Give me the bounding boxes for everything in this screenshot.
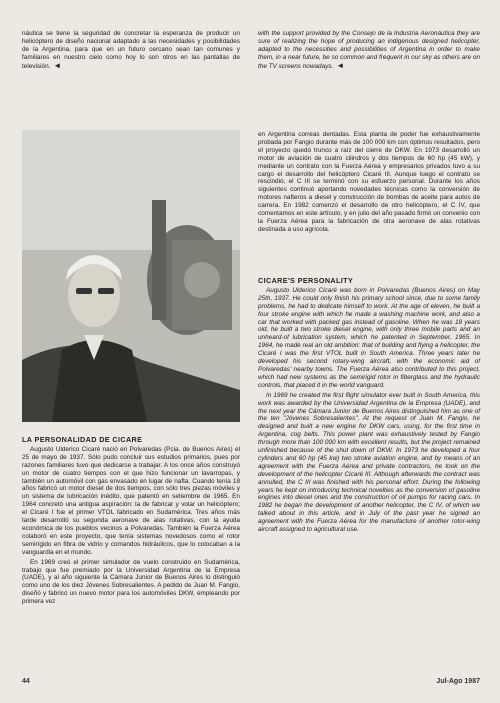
english-intro-column	[258, 30, 480, 73]
spanish-paragraph: En 1969 creó el primer simulador de vuelo construido en Sudamérica, trabajo que fue premiado por la Universidad Argentina de la Empresa (UADE), y al año siguiente la Cámara Junior de Buenos Aires lo distinguió como uno de los diez Jóvenes Sobresalientes. A pedido de Juan M. Fangio, diseñó y fabricó un nuevo motor para los automóviles DKW, empleando por primera vez	[22, 558, 240, 606]
page-number: 44	[22, 678, 30, 685]
english-intro-text: with the support provided by the Consejo de la Industria Aeronáutica they are sure of realizing the hope of producing an indigenous designed helicopter, adapted to the necessities and possibilities of Argentina in order to make them, in a near future, be so common and frequent in our sky as others are on the TV screens nowadays.	[258, 30, 480, 70]
spanish-paragraph: Augusto Ulderico Cicaré nació en Polvaredas (Pcia. de Buenos Aires) el 25 de mayo de 1937. Sólo pudo concluir sus estudios primarios, pues por razones familiares tuvo que dedicarse a trabajar. A los once años construyó un motor de cuatro tiempos con el que hizo funcionar un lavarropas, y también un automóvil con gas envasado en lugar de nafta. Cuando tenía 18 años fabricó un motor diesel de dos tiempos, con sólo tres piezas móviles y un sistema de lubricación inédito, que patentó en setiembre de 1965. En 1964 concretó una antigua aspiración: la de fabricar y volar un helicóptero; el Cicaré I fue el primer VTOL fabricado en Sudamérica. Tres años más tarde desarrolló su segunda aeronave de alas rotativas, con la ayuda económica de los pueblos vecinos a Polvaredas. También la Fuerza Aérea colaboró en este proyecto, que tenía sistemas novedosos como el rotor semirígido en fibra de vidrio y comandos hidráulicos, que lo colocaban a la vanguardia en el mundo.	[22, 445, 240, 556]
spanish-intro-text: náutica se tiene la seguridad de concretar la esperanza de producir un helicóptero de diseño nacional adaptado a las necesidades y posibilidades de la Argentina, para que en un futuro cercano sean tan comunes y familiares en nuestro cielo como hoy lo son otros en las pantallas de televisión.	[22, 30, 240, 70]
english-paragraph: Augusto Ulderico Cicaré was born in Polvaredas (Buenos Aires) on May 25th, 1937. He could only finish his primary school since, due to some family problems, he had to dedicate himself to work. At the age of eleven, he built a four stroke engine with which he made a washing machine work, and also a car that worked with packed gas instead of gasoline. When he was 18 years old, he built a two stroke diesel engine, with only three mobile parts and an unheard-of lubrication system, which he patented in September, 1965. In 1964, he made real an old ambition: that of building and flying a helicopter, the Cicaré I was the first VTOL built in South America. Three years later he developed his second rotary-wing aircraft, with the economic aid of Polvaredas' nearby towns. The Fuerza Aérea also contributed to this project, which had new systems as the semirigid rotor in fiberglass and the hydraulic controls, that placed it in the world vanguard.	[258, 286, 480, 389]
spanish-intro-column	[22, 30, 240, 73]
english-paragraph: In 1969 he created the first flight simulator ever built in South America, this work was awarded by the Universidad Argentina de la Empresa (UADE), and the next year the Cámara Junior de Buenos Aires distinguished him as one of the ten "Jóvenes Sobresalientes". At the request of Juan M. Fangio, he designed and built a new engine for DKW cars, using, for the first time in Argentina, cog belts. This power plant was exhaustively tested by Fangio through more than 100 000 km with excellent results, but the project remained unfinished because of the shut down of DKW. In 1973 he developed a four cylinders and 60 hp (45 kw) two stroke aviation engine, and by means of an agreement with the Fuerza Aérea and private contractors, he took on the development of the helicopter Cicaré III. Although afterwards the contract was annulled, the C III was finished with his personal effort. During the following years he kept on introducing technical novelties as the conversion of gasoline engines into diesel ones and the construction of oil pumps for racing cars. In 1982 he began the development of another helicopter, the C IV, of which we talked about in this article, and in July of the past year he signed an agreement with the Fuerza Aérea for the manufacture of another rotor-wing aircraft assigned to agricultural use.	[258, 391, 480, 534]
spanish-continuation-text: en Argentina correas dentadas. Esta planta de poder fue exhaustivamente probada por Fangio durante más de 100 000 km con óptimos resultados, pero el proyecto quedó trunco a raíz del cierre de DKW. En 1973 desarrolló un motor de aviación de cuatro cilindros y dos tiempos de 60 hp (45 kW), y mediante un contrato con la Fuerza Aérea y empresarios privados tuvo a su cargo el desarrollo del helicóptero Cicaré III. Aunque luego el contrato se rescindió, el C III se terminó con su esfuerzo personal. Durante los años siguientes continuó aportando novedades técnicas como la conversión de motores nafteros a diesel y construcción de bombas de aceite para autos de carrera. En 1982 comenzó el desarrollo de otro helicóptero, el C IV, que comentamos en este artículo, y en julio del año pasado firmó un convenio con la Fuerza Aérea para la fabricación de otra aeronave de alas rotativas destinada a uso agrícola.	[258, 131, 480, 233]
spanish-section-heading: LA PERSONALIDAD DE CICARE	[22, 435, 143, 444]
end-arrow-icon: ◄	[336, 60, 345, 70]
portrait-illustration	[22, 130, 240, 422]
end-arrow-icon: ◄	[53, 60, 62, 70]
english-section-heading: CICARE'S PERSONALITY	[258, 276, 354, 285]
english-biography-column	[258, 277, 480, 536]
issue-date: Jul-Ago 1987	[436, 678, 480, 685]
portrait-photo	[22, 130, 240, 422]
spanish-biography-column	[22, 436, 240, 608]
spanish-continuation-column	[258, 131, 480, 236]
